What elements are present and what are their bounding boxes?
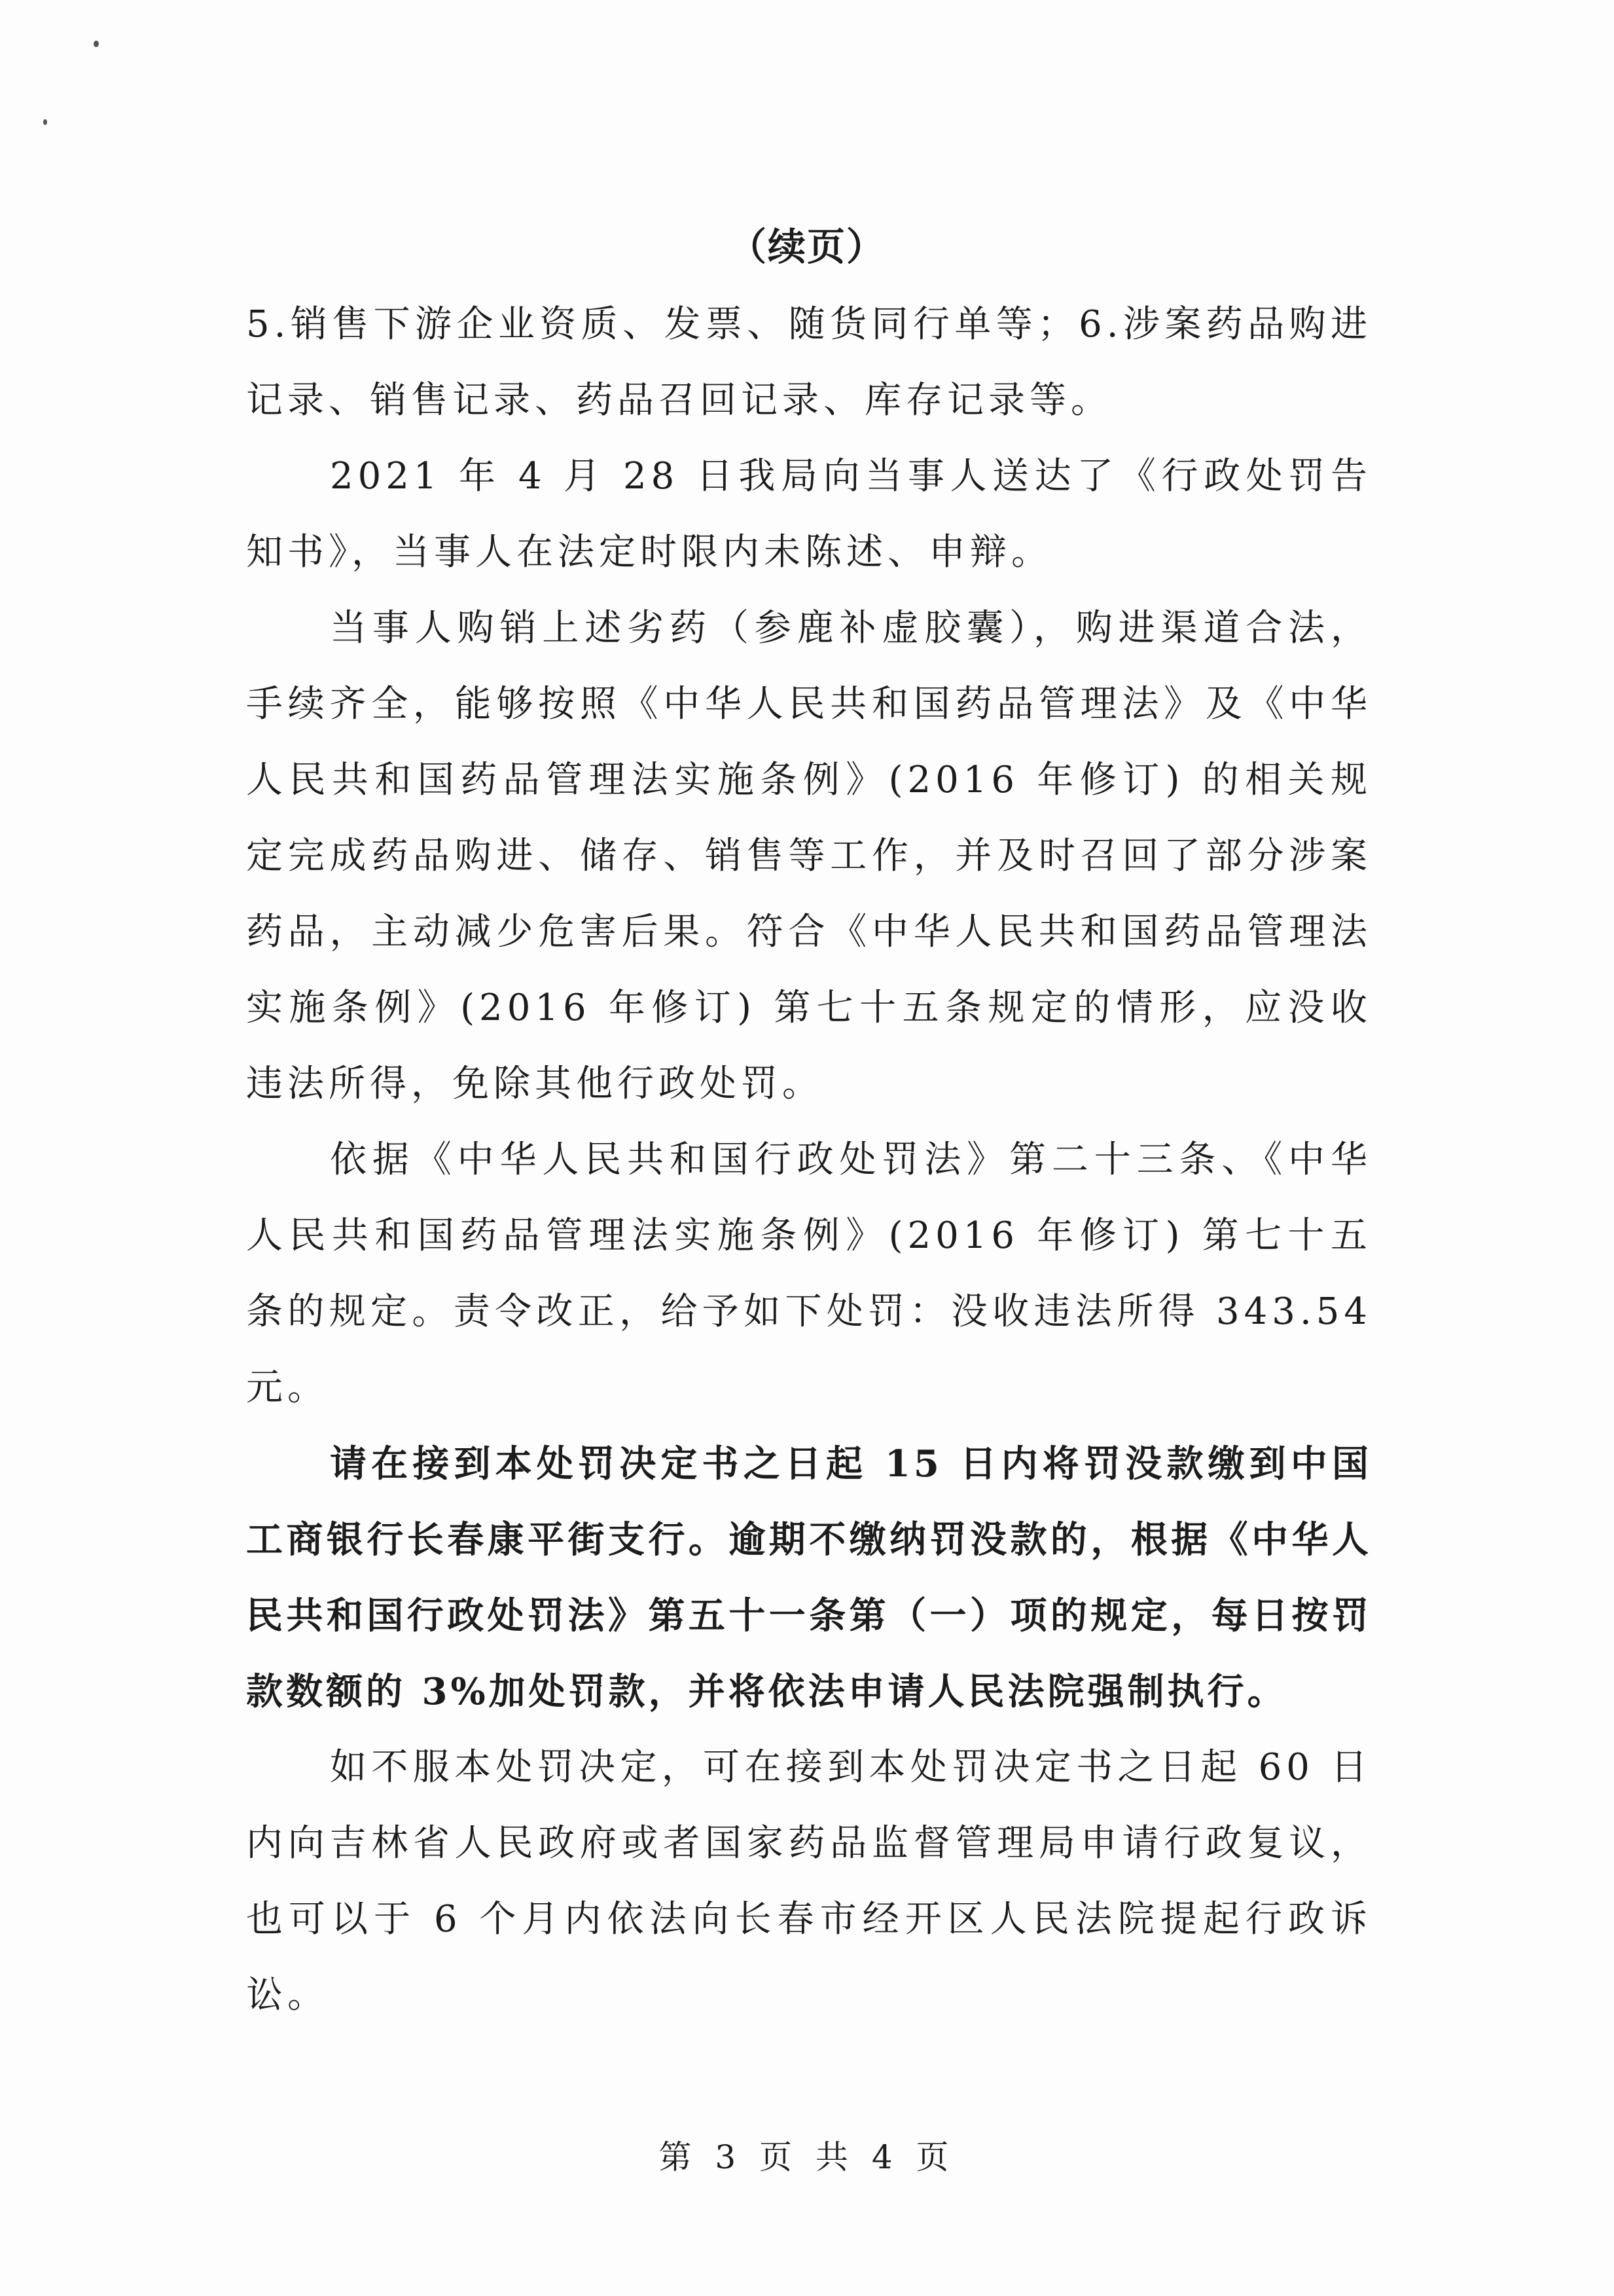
paragraph-penalty-basis: 依据《中华人民共和国行政处罚法》第二十三条、《中华人民共和国药品管理法实施条例》(2016 年修订) 第七十五条的规定。责令改正，给予如下处罚：没收违法所得 343.54 元。	[246, 1139, 1372, 1409]
paragraph-notice-delivery: 2021 年 4 月 28 日我局向当事人送达了《行政处罚告知书》，当事人在法定时限内未陈述、申辩。	[246, 455, 1372, 574]
scan-speck	[43, 119, 47, 125]
document-body	[246, 287, 1372, 2033]
paragraph-payment-instructions: 请在接到本处罚决定书之日起 15 日内将罚没款缴到中国工商银行长春康平街支行。逾期不缴纳罚没款的，根据《中华人民共和国行政处罚法》第五十一条第（一）项的规定，每日按罚款数额的 3%加处罚款，并将依法申请人民法院强制执行。	[246, 1442, 1372, 1713]
paragraph-facts: 当事人购销上述劣药（参鹿补虚胶囊），购进渠道合法，手续齐全，能够按照《中华人民共和国药品管理法》及《中华人民共和国药品管理法实施条例》(2016 年修订) 的相关规定完成药品购进、储存、销售等工作，并及时召回了部分涉案药品，主动减少危害后果。符合《中华人民共和国药品管理法实施条例》(2016 年修订) 第七十五条规定的情形，应没收违法所得，免除其他行政处罚。	[246, 607, 1372, 1105]
page-title: （续页）	[728, 225, 886, 269]
paragraph-appeal-rights: 如不服本处罚决定，可在接到本处罚决定书之日起 60 日内向吉林省人民政府或者国家药品监督管理局申请行政复议，也可以于 6 个月内依法向长春市经开区人民法院提起行政诉讼。	[246, 1746, 1372, 2016]
paragraph-evidence-list: 5.销售下游企业资质、发票、随货同行单等；6.涉案药品购进记录、销售记录、药品召回记录、库存记录等。	[246, 303, 1372, 422]
page-number: 第 3 页 共 4 页	[658, 2138, 956, 2176]
scan-speck	[94, 41, 99, 47]
